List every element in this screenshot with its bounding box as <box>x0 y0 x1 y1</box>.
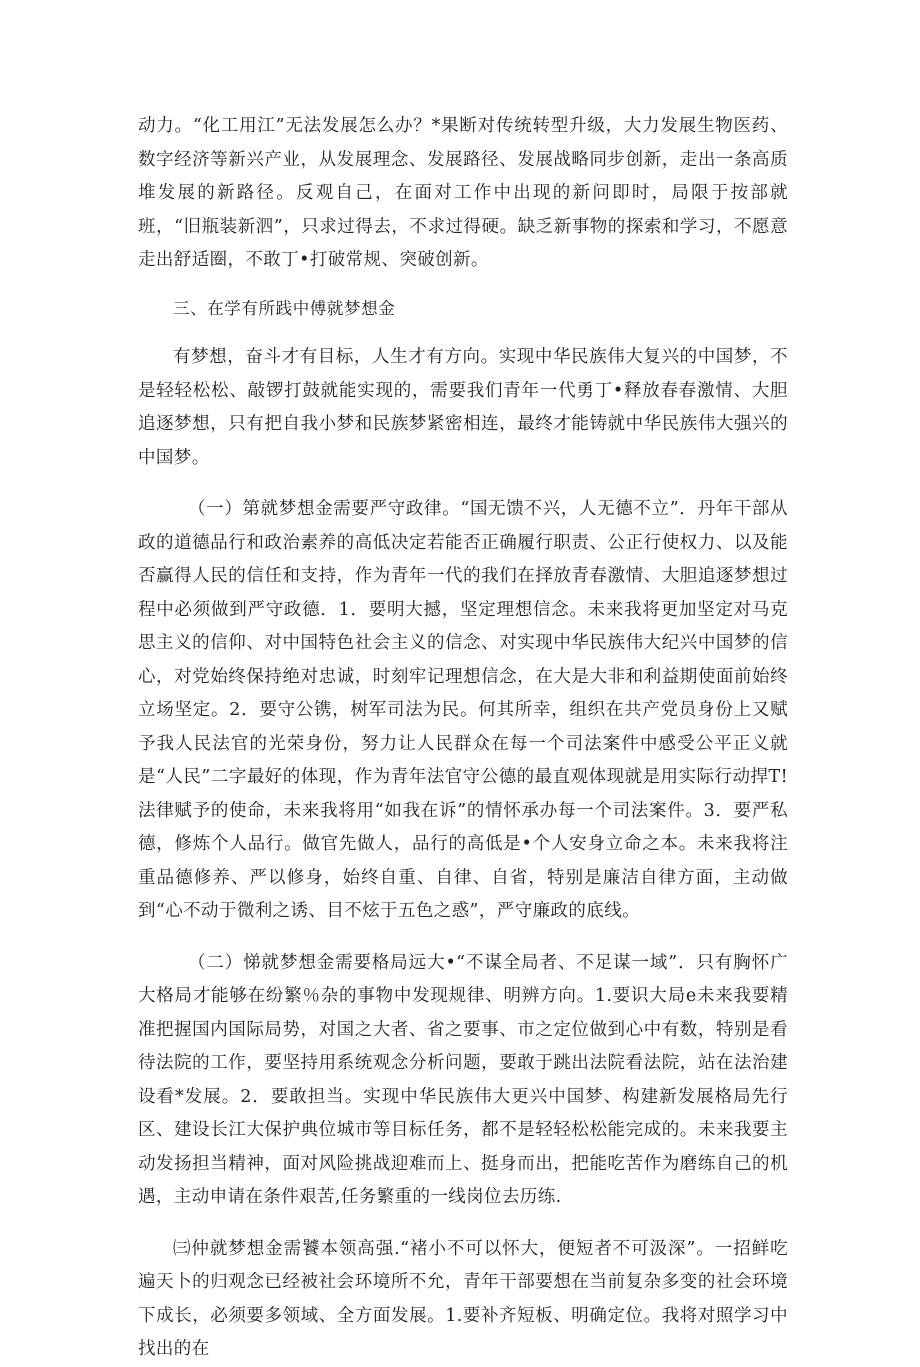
paragraph-point-3: ㈢仲就梦想金需饕本领高强.“褚小不可以怀大，便短者不可汲深”。一招鲜吃遍天卜的归观念已经被社会环境所不允，青年干部要想在当前复杂多变的社会环境下成长，必须要多领域、全方面发展。1.要补齐短板、明确定位。我将对照学习中找出的在 <box>138 1238 788 1359</box>
section-heading: 三、在学有所践中傅就梦想金 <box>173 298 396 318</box>
paragraph-intro: 有梦想，奋斗才有目标，人生才有方向。实现中华民族伟大复兴的中国梦，不是轻轻松松、敲锣打鼓就能实现的，需要我们青年一代勇丁•释放春春激情、大胆追逐梦想，只有把自我小梦和民族梦紧密相连，最终才能铸就中华民族伟大强兴的中国梦。 <box>138 347 788 468</box>
document-body <box>138 110 788 1367</box>
paragraph-point-2: （二）悌就梦想金需要格局远大•“不谋全局者、不足谋一域”．只有胸怀广大格局才能够在纷繁％杂的事物中发现规律、明辨方向。1.要识大局e未来我要精准把握国内国际局势，对国之大者、省之要事、市之定位做到心中有数，特别是看待法院的工作，要坚持用系统观念分析问题，要敢于跳出法院看法院，站在法治建设看*发展。2．要敢担当。实现中华民族伟大更兴中国梦、构建新发展格局先行区、建设长江大保护典位城市等目标任务，都不是轻轻松松能完成的。未来我要主动发扬担当精神，面对风险挑战迎难而上、挺身而出，把能吃苦作为磨练自己的机遇，主动申请在条件艰苦,任务繁重的一线岗位去历练. <box>138 952 788 1207</box>
paragraph-point-1: （一）第就梦想金需要严守政律。“国无馈不兴，人无德不立”．丹年干部从政的道德品行和政治素养的高低决定若能否正确履行职责、公正行使权力、以及能否赢得人民的信任和支持，作为青年一代的我们在择放青春激情、大胆追逐梦想过程中必须做到严守政德．1．要明大撼，坚定理想信念。未来我将更加坚定对马克思主义的信仰、对中国特色社会主义的信念、对实现中华民族伟大纪兴中国梦的信心，对党始终保持绝对忠诚，时刻牢记理想信念，在大是大非和利益期使面前始终立场坚定。2．要守公镌，树军司法为民。何其所幸，组织在共产党员身份上又赋予我人民法官的光荣身份，努力让人民群众在每一个司法案件中感受公平正义就是“人民”二字最好的体现，作为青年法官守公德的最直观体现就是用实际行动捍T!法律赋予的使命，未来我将用“如我在诉”的情怀承办每一个司法案件。3．要严私德，修炼个人品行。做官先做人，品行的高低是•个人安身立命之本。未来我将注重品德修养、严以修身，始终自重、自律、自省，特别是廉洁自律方面，主动做到“心不动于微利之诱、目不炫于五色之惑”，严守廉政的底线。 <box>138 499 788 921</box>
paragraph-continuation: 动力。“化工用江”无法发展怎么办？*果断对传统转型升级，大力发展生物医药、数字经济等新兴产业，从发展理念、发展路径、发展战略同步创新，走出一条高质堆发展的新路径。反观自己，在面对工作中出现的新问即时，局限于按部就班，“旧瓶装新泗”，只求过得去，不求过得硬。缺乏新事物的探索和学习，不愿意走出舒适圈，不敢丁•打破常规、突破创新。 <box>138 116 788 270</box>
